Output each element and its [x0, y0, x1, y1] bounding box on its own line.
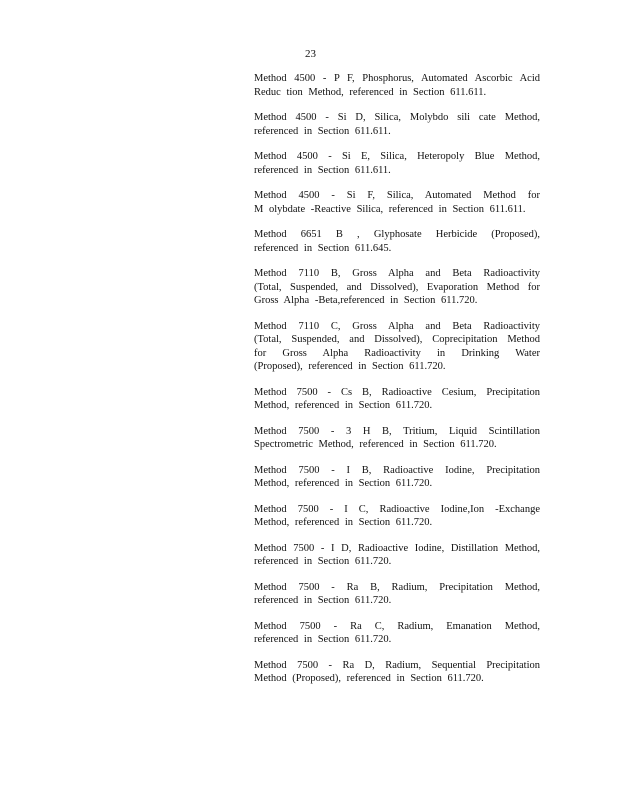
- entry-line: Spectrometric Method, referenced in Section 611.720.: [254, 439, 497, 450]
- page-number: 23: [305, 48, 316, 60]
- method-entry: [254, 464, 540, 491]
- method-entry: [254, 72, 540, 99]
- method-entry: [254, 542, 540, 569]
- entry-line: Gross Alpha -Beta,referenced in Section 611.720.: [254, 295, 478, 306]
- method-entry: [254, 425, 540, 452]
- entry-line: referenced in Section 611.720.: [254, 595, 392, 606]
- entry-line: Method 7500 - Ra B, Radium, Precipitation Method,: [254, 581, 540, 593]
- entry-line: Method 7500 - 3 H B, Tritium, Liquid Scintillation: [254, 425, 540, 437]
- entry-line: Method, referenced in Section 611.720.: [254, 400, 433, 411]
- entry-line: Method 4500 - Si D, Silica, Molybdo sili cate Method,: [254, 112, 540, 123]
- method-entry: [254, 228, 540, 255]
- entry-line: Method 7500 - I C, Radioactive Iodine,Ion -Exchange: [254, 503, 540, 515]
- entry-line: Method (Proposed), referenced in Section 611.720.: [254, 673, 484, 684]
- method-entry: [254, 581, 540, 608]
- method-entry: [254, 620, 540, 647]
- method-entry: [254, 320, 540, 374]
- entry-line: Method 7500 - Cs B, Radioactive Cesium, Precipitation: [254, 386, 540, 398]
- method-entry: [254, 267, 540, 308]
- entry-line: Method 4500 - Si F, Silica, Automated Method for: [254, 190, 540, 201]
- method-entry: [254, 659, 540, 686]
- entry-line: M olybdate -Reactive Silica, referenced in Section 611.611.: [254, 203, 526, 215]
- method-entry: [254, 503, 540, 530]
- method-entry: [254, 111, 540, 138]
- entry-line: referenced in Section 611.611.: [254, 164, 391, 176]
- entry-line: Method 7500 - I B, Radioactive Iodine, Precipitation: [254, 464, 540, 476]
- entry-line: referenced in Section 611.645.: [254, 242, 392, 254]
- entry-line: Method, referenced in Section 611.720.: [254, 478, 433, 489]
- entry-line: Method 6651 B , Glyphosate Herbicide (Proposed),: [254, 229, 540, 240]
- entry-line: referenced in Section 611.720.: [254, 556, 392, 567]
- method-entry: [254, 189, 540, 216]
- entry-line: Reduc tion Method, referenced in Section 611.611.: [254, 86, 487, 98]
- entry-line: Method, referenced in Section 611.720.: [254, 517, 433, 528]
- entry-line: Method 7110 C, Gross Alpha and Beta Radioactivity: [254, 320, 540, 332]
- method-entry: [254, 386, 540, 413]
- entry-line: for Gross Alpha Radioactivity in Drinking Water: [254, 347, 540, 359]
- entry-line: Method 7500 - I D, Radioactive Iodine, Distillation Method,: [254, 542, 540, 554]
- entry-line: referenced in Section 611.720.: [254, 634, 392, 645]
- entry-line: Method 7500 - Ra D, Radium, Sequential Precipitation: [254, 659, 540, 671]
- entry-line: Method 4500 - P F, Phosphorus, Automated Ascorbic Acid: [254, 73, 540, 84]
- entry-line: (Total, Suspended, and Dissolved), Evaporation Method for: [254, 281, 540, 293]
- method-entry: [254, 150, 540, 177]
- entry-line: Method 7500 - Ra C, Radium, Emanation Method,: [254, 620, 540, 632]
- method-reference-list: [254, 72, 540, 698]
- entry-line: (Total, Suspended, and Dissolved), Coprecipitation Method: [254, 334, 540, 345]
- entry-line: Method 7110 B, Gross Alpha and Beta Radioactivity: [254, 268, 540, 279]
- entry-line: Method 4500 - Si E, Silica, Heteropoly Blue Method,: [254, 151, 540, 162]
- entry-line: referenced in Section 611.611.: [254, 125, 391, 137]
- entry-line: (Proposed), referenced in Section 611.720.: [254, 361, 446, 372]
